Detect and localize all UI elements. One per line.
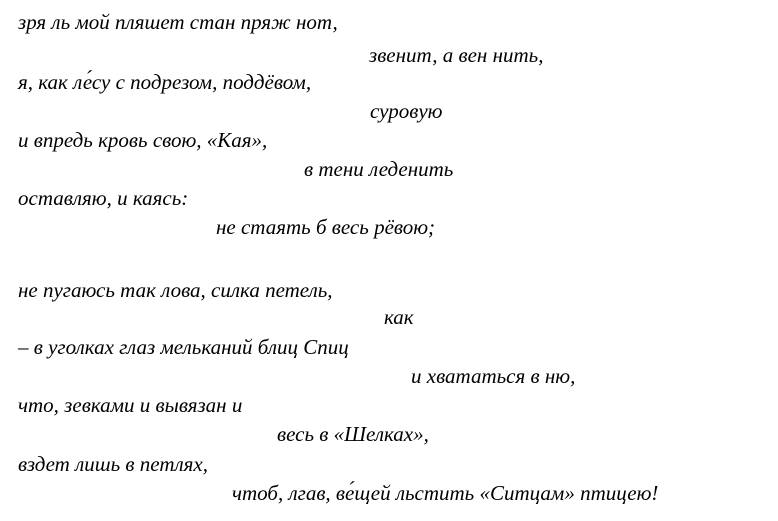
poem-line: оставляю, и каясь: bbox=[18, 186, 189, 210]
poem-line: чтоб, лгав, ве́щей льстить «Ситцам» птицею! bbox=[232, 481, 659, 505]
poem-line: не пугаюсь так лова, силка петель, bbox=[18, 278, 333, 302]
poem-line: как bbox=[384, 305, 414, 329]
poem-line: в тени леденить bbox=[304, 157, 454, 181]
poem-line: что, зевками и вывязан и bbox=[18, 393, 243, 417]
poem-line: вздет лишь в петлях, bbox=[18, 452, 208, 476]
poem-line: – в уголках глаз мельканий блиц Спиц bbox=[18, 335, 349, 359]
poem-line: я, как ле́су с подрезом, поддёвом, bbox=[18, 70, 312, 94]
poem-line: звенит, а вен нить, bbox=[369, 43, 544, 67]
poem-line: не стаять б весь рёвою; bbox=[216, 215, 436, 239]
poem-line: весь в «Шелках», bbox=[277, 422, 429, 446]
poem-line: суровую bbox=[370, 99, 443, 123]
poem-line: и впредь кровь свою, «Кая», bbox=[18, 128, 268, 152]
poem-line: и хвататься в ню, bbox=[411, 364, 576, 388]
poem-line: зря ль мой пляшет стан пряж нот, bbox=[18, 10, 338, 34]
